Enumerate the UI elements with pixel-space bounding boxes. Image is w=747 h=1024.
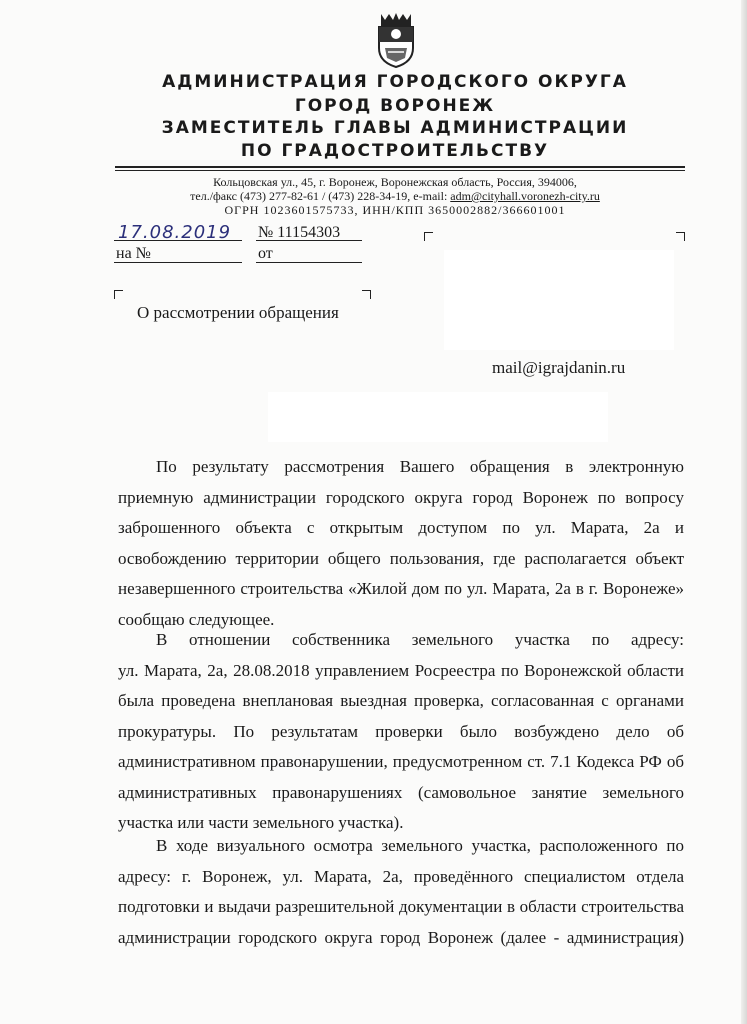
corner-mark xyxy=(424,232,433,241)
p2-line: административном правонарушении, предусмотренном ст. 7.1 Кодекса РФ об xyxy=(118,752,684,771)
coat-of-arms-icon xyxy=(375,12,417,68)
registration-codes: ОГРН 1023601575733, ИНН/КПП 3650002882/366601001 xyxy=(224,203,566,217)
number-value: 11154303 xyxy=(277,224,341,241)
p2-line: ул. Марата, 2а, 28.08.2018 управлением Росреестра по Воронежской области xyxy=(118,660,684,680)
p2-line: была проведена внеплановая выездная проверка, согласованная с органами xyxy=(118,691,684,710)
paragraph-3 xyxy=(118,831,684,953)
contact-line xyxy=(100,189,690,203)
page-edge xyxy=(741,0,747,1024)
corner-mark xyxy=(114,290,123,299)
recipient-email: mail@igrajdanin.ru xyxy=(492,358,626,377)
p1-line: освобождению территории общего пользования, где располагается объект xyxy=(118,548,684,568)
paragraph-2 xyxy=(118,625,684,839)
org-name-line-1: АДМИНИСТРАЦИЯ ГОРОДСКОГО ОКРУГА xyxy=(162,72,628,92)
p3-line: В ходе визуального осмотра земельного участка, расположенного по xyxy=(156,836,684,855)
p3-line: администрации городского округа город Воронеж (далее - администрация) xyxy=(118,927,684,947)
header-rule-thin xyxy=(115,170,685,171)
p2-line: В отношении собственника земельного участка по адресу: xyxy=(156,630,684,649)
corner-mark xyxy=(362,290,371,299)
reply-to-underline xyxy=(114,262,242,263)
reply-from-label: от xyxy=(258,245,273,262)
corner-mark xyxy=(676,232,685,241)
p3-line: адресу: г. Воронеж, ул. Марата, 2а, проведённого специалистом отдела xyxy=(118,866,684,886)
p3-line: подготовки и выдачи разрешительной документации в области строительства xyxy=(118,897,684,916)
address-line: Кольцовская ул., 45, г. Воронеж, Воронежская область, Россия, 394006, xyxy=(213,175,577,189)
handwritten-date: 17.08.2019 xyxy=(118,222,232,243)
org-title-line-1: ЗАМЕСТИТЕЛЬ ГЛАВЫ АДМИНИСТРАЦИИ xyxy=(161,118,629,138)
p1-line: заброшенного объекта с открытым доступом по ул. Марата, 2а и xyxy=(118,518,684,537)
header-rule-thick xyxy=(115,166,685,168)
redacted-recipient xyxy=(444,250,674,350)
p2-line: участка или части земельного участка). xyxy=(118,813,404,832)
number-underline xyxy=(256,240,362,241)
number-sign: № xyxy=(258,224,274,241)
p1-line: сообщаю следующее. xyxy=(118,609,275,629)
reply-to-label: на № xyxy=(116,245,151,262)
email-link[interactable]: adm@cityhall.voronezh-city.ru xyxy=(450,189,600,203)
paragraph-1 xyxy=(118,452,684,635)
subject-line: О рассмотрении обращения xyxy=(137,303,339,322)
org-name-line-2: ГОРОД ВОРОНЕЖ xyxy=(294,96,496,116)
org-title-line-2: ПО ГРАДОСТРОИТЕЛЬСТВУ xyxy=(240,141,550,161)
p1-line: незавершенного строительства «Жилой дом по ул. Марата, 2а в г. Воронеже» xyxy=(118,579,684,598)
reply-from-underline xyxy=(256,262,362,263)
phone-text: тел./факс (473) 277-82-61 / (473) 228-34-19, e-mail: xyxy=(190,189,451,203)
p1-line: приемную администрации городского округа город Воронеж по вопросу xyxy=(118,487,684,507)
p2-line: административных правонарушениях (самовольное занятие земельного xyxy=(118,782,684,802)
p2-line: прокуратуры. По результатам проверки было возбуждено дело об xyxy=(118,721,684,741)
redacted-name xyxy=(268,392,608,442)
p1-line: По результату рассмотрения Вашего обращения в электронную xyxy=(156,457,684,476)
date-underline xyxy=(114,240,242,241)
